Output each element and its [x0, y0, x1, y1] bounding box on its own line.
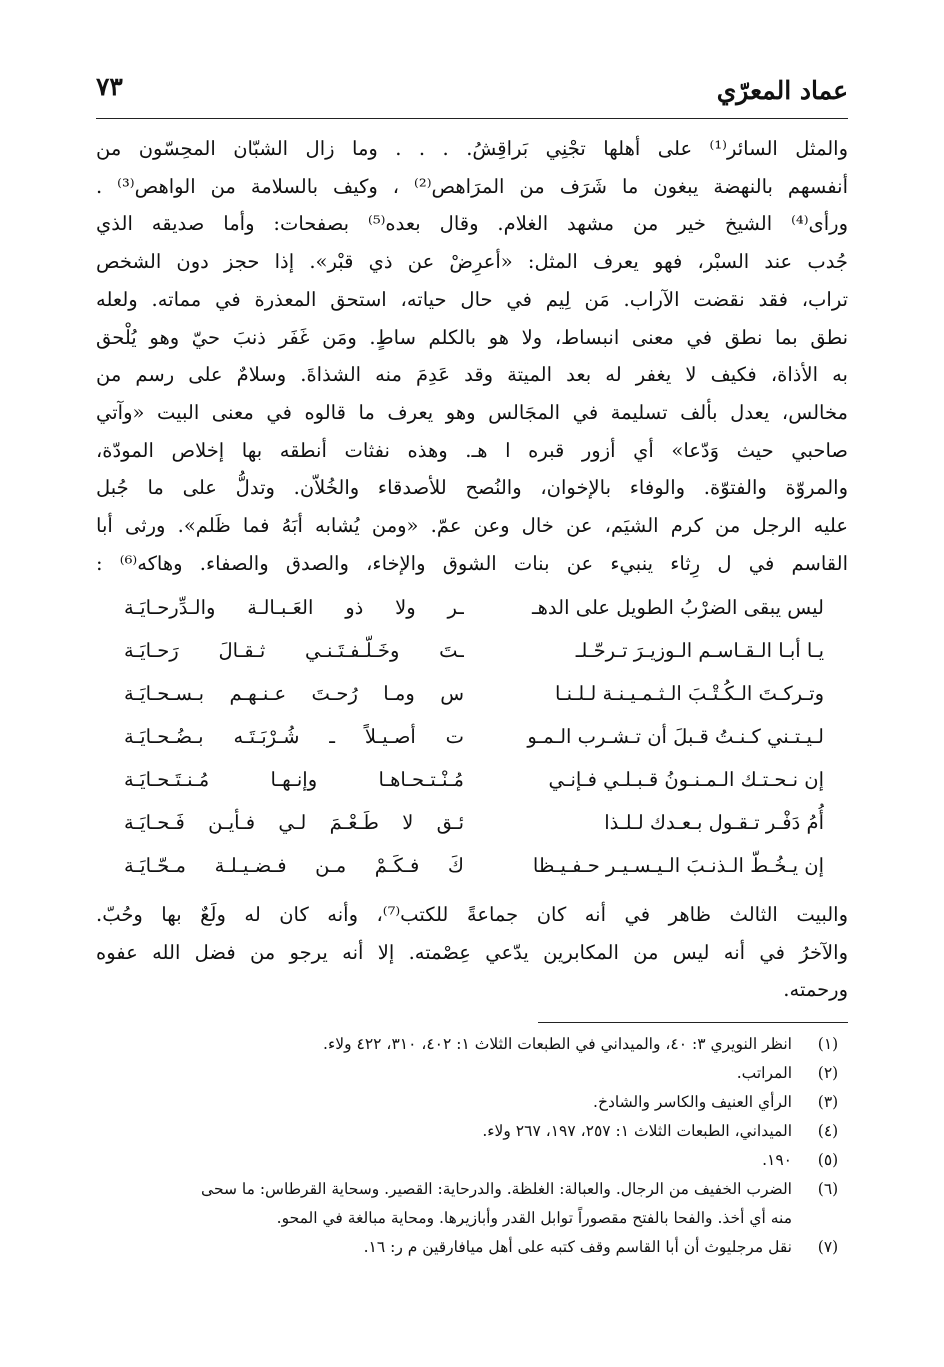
footnote	[96, 1117, 848, 1146]
footnote-text: ١٩٠.	[762, 1151, 792, 1169]
text-line: القاسم في ل رِثاء ينبيء عن بنات الشوق والإخاء، والصدق والصفاء. وهاكه⁽⁶⁾ :	[96, 551, 848, 575]
verse-first-hemistich: يـا أبـا الـقـاسـم الـوزيـرَ تـرحّـلـ	[575, 639, 824, 662]
footnote-separator	[538, 1022, 848, 1023]
footnote-text: نقل مرجليوث أن أبا القاسم وقف كتبه على أهل ميافارقين م ر: ١٦.	[363, 1238, 792, 1256]
poem-verse	[96, 844, 848, 887]
footnote	[96, 1088, 848, 1117]
footnote-text: انظر النويري ٣: ٤٠، والميداني في الطبعات الثلاث ١: ٤٠٢، ٣١٠، ٤٢٢ ولاء.	[323, 1035, 792, 1053]
footnote-number: (١)	[817, 1035, 839, 1053]
verse-first-hemistich: أُمُ دَفْـر تـقـول بـعـدك لـلـذا	[604, 811, 824, 834]
footnote-number: (٥)	[817, 1151, 839, 1169]
footnotes	[96, 1030, 848, 1262]
footnote-number: (٤)	[817, 1122, 839, 1140]
poem-verse	[96, 758, 848, 801]
poem	[96, 586, 848, 886]
poem-verse	[96, 629, 848, 672]
footnote	[96, 1059, 848, 1088]
text-line: أنفسهم بالنهضة يبغون ما شَرَف من المرَاهص⁽²⁾ ، وكيف بالسلامة من الواهص⁽³⁾ .	[96, 174, 848, 198]
verse-second-hemistich: مُـنْـتـحـاهـا وإنـهـا مُـنـتَـحـايَـة	[124, 768, 464, 791]
text-line: به الأذاة، فكيف لا يغفر له بعد الميتة وقد عَدِمَ منه الشذاةَ. وسلامٌ على رسم من	[96, 363, 848, 387]
verse-second-hemistich: كَ فـكَـمْ مـن فـضـيـلـة مـحّـايَـة	[124, 854, 464, 877]
text-line: عليه الرجل من كرم الشيَم، عن خال وعن عمّ. «ومن يُشابه أبَهُ فما ظَلم». ورثى أبا	[96, 514, 848, 538]
running-title: عماد المعرّي	[716, 76, 848, 105]
poem-verse	[96, 672, 848, 715]
footnote-text: الرأي العنيف والكاسر والشادخ.	[593, 1093, 792, 1111]
text-line: والمثل السائر⁽¹⁾ على أهلها تجْنِي بَراقِشُ. . . . وما زال الشبّان المحِسّون من	[96, 137, 848, 160]
verse-second-hemistich: س ومـا رُحـتَ عـنـهـم بـسـحـايَـة	[124, 682, 464, 705]
footnote	[96, 1030, 848, 1059]
footnote	[96, 1146, 848, 1175]
verse-first-hemistich: لـيـتـني كـنـتُ قـبلَ أن تـشـرب الـمـو	[527, 725, 824, 748]
poem-verse	[96, 586, 848, 629]
footnote	[96, 1175, 848, 1233]
text-line: ورحمته.	[783, 978, 848, 1002]
verse-first-hemistich: ليس يبقى الضرْبُ الطويل على الدهـ	[531, 596, 824, 619]
footnote-number: (٦)	[817, 1180, 839, 1198]
verse-second-hemistich: ت أصـيـلاً ـ شُـرْبَـتَـه بـضُـحـايَـة	[124, 725, 464, 748]
verse-second-hemistich: ـر ولا ذو العَـبـالـة والـدِّرحـايَـة	[124, 596, 464, 619]
footnote-text: الميداني، الطبعات الثلاث ١: ٢٥٧، ١٩٧، ٢٦٧ ولاء.	[482, 1122, 792, 1140]
footnote-number: (٣)	[817, 1093, 839, 1111]
verse-second-hemistich: ئـق لا طَـعْـمَ لـي فـأيـن فَـحـايَـة	[124, 811, 464, 834]
verse-first-hemistich: وتـركـتَ الـكُـتْـبَ الـثـمـيـنـة لـلـنـا	[554, 682, 824, 705]
text-line: صاحبي حيث وَدّعا» أي أزور قبره ا هـ. وهذه نفثات أنطقه بها إخلاص المودّة،	[96, 438, 848, 462]
text-line: تراب، فقد نقضت الآراب. مَن لِيم في حال حياته، استحق المعذرة في مماته. ولعله	[96, 287, 848, 311]
poem-verse	[96, 715, 848, 758]
footnote-number: (٢)	[817, 1064, 839, 1082]
paragraph-2	[96, 896, 848, 1009]
verse-second-hemistich: ـتَ وخَـلّـفـتَـنـي ثـقـالَ رَحـايَـة	[124, 639, 464, 662]
footnote-number: (٧)	[817, 1238, 839, 1256]
page-number: ٧٣	[96, 72, 123, 101]
footnote-text: المراتب.	[736, 1064, 792, 1082]
footnote-text: الضرب الخفيف من الرجال. والعبالة: الغلظة. والدرحاية: القصير. وسحاية القرطاس: ما سحى	[201, 1180, 792, 1198]
verse-first-hemistich: إن يـخُـطّ الـذنـبَ الـيـسـيـر حـفـيـظا	[532, 854, 824, 877]
text-line: والبيت الثالث ظاهر في أنه كان جماعةً للكتب⁽⁷⁾، وأنه كان له ولَعٌ بها وحُبّ.	[96, 903, 848, 926]
paragraph-1	[96, 130, 848, 582]
header-rule	[96, 118, 848, 119]
text-line: ورأى⁽⁴⁾ الشيخ خير من مشهد الغلام. وقال بعده⁽⁵⁾ بصفحات: وأما صديقه الذي	[96, 212, 848, 236]
text-line: جُدب عند السبْر، فهو يعرف المثل: «أعرِضْ عن ذي قبْر». إذا حجز دون الشخص	[96, 250, 848, 274]
text-line: مخالس، يعدل بألف تسليمة في المجَالس وهو يعرف ما قالوه في معنى البيت «وآتي	[96, 400, 848, 424]
footnote-text: منه أي أخذ. والفحا بالفتح مقصوراً توابل القدر وأبازيرها. ومحاية مبالغة في المحو.	[276, 1209, 792, 1227]
footnote	[96, 1233, 848, 1262]
text-line: والمروّة والفتوّة. والوفاء بالإخوان، والنُصح للأصدقاء والخُلاّن. وتدلُّ على ما جُبل	[96, 476, 848, 500]
verse-first-hemistich: إن نـحـتـك الـمـنـونُ قـبـلـي فـإنـي	[548, 768, 824, 791]
poem-verse	[96, 801, 848, 844]
text-line: نطق بما نطق في معنى انبساط، ولا هو بالكلم ساطٍ. ومَن غَفَر ذنبَ حيّ وهو يُلْحق	[96, 325, 848, 349]
text-line: والآخرُ في أنه ليس من المكابرين يدّعي عِصْمته. إلا أنه يرجو من فضل الله عفوه	[96, 940, 848, 964]
